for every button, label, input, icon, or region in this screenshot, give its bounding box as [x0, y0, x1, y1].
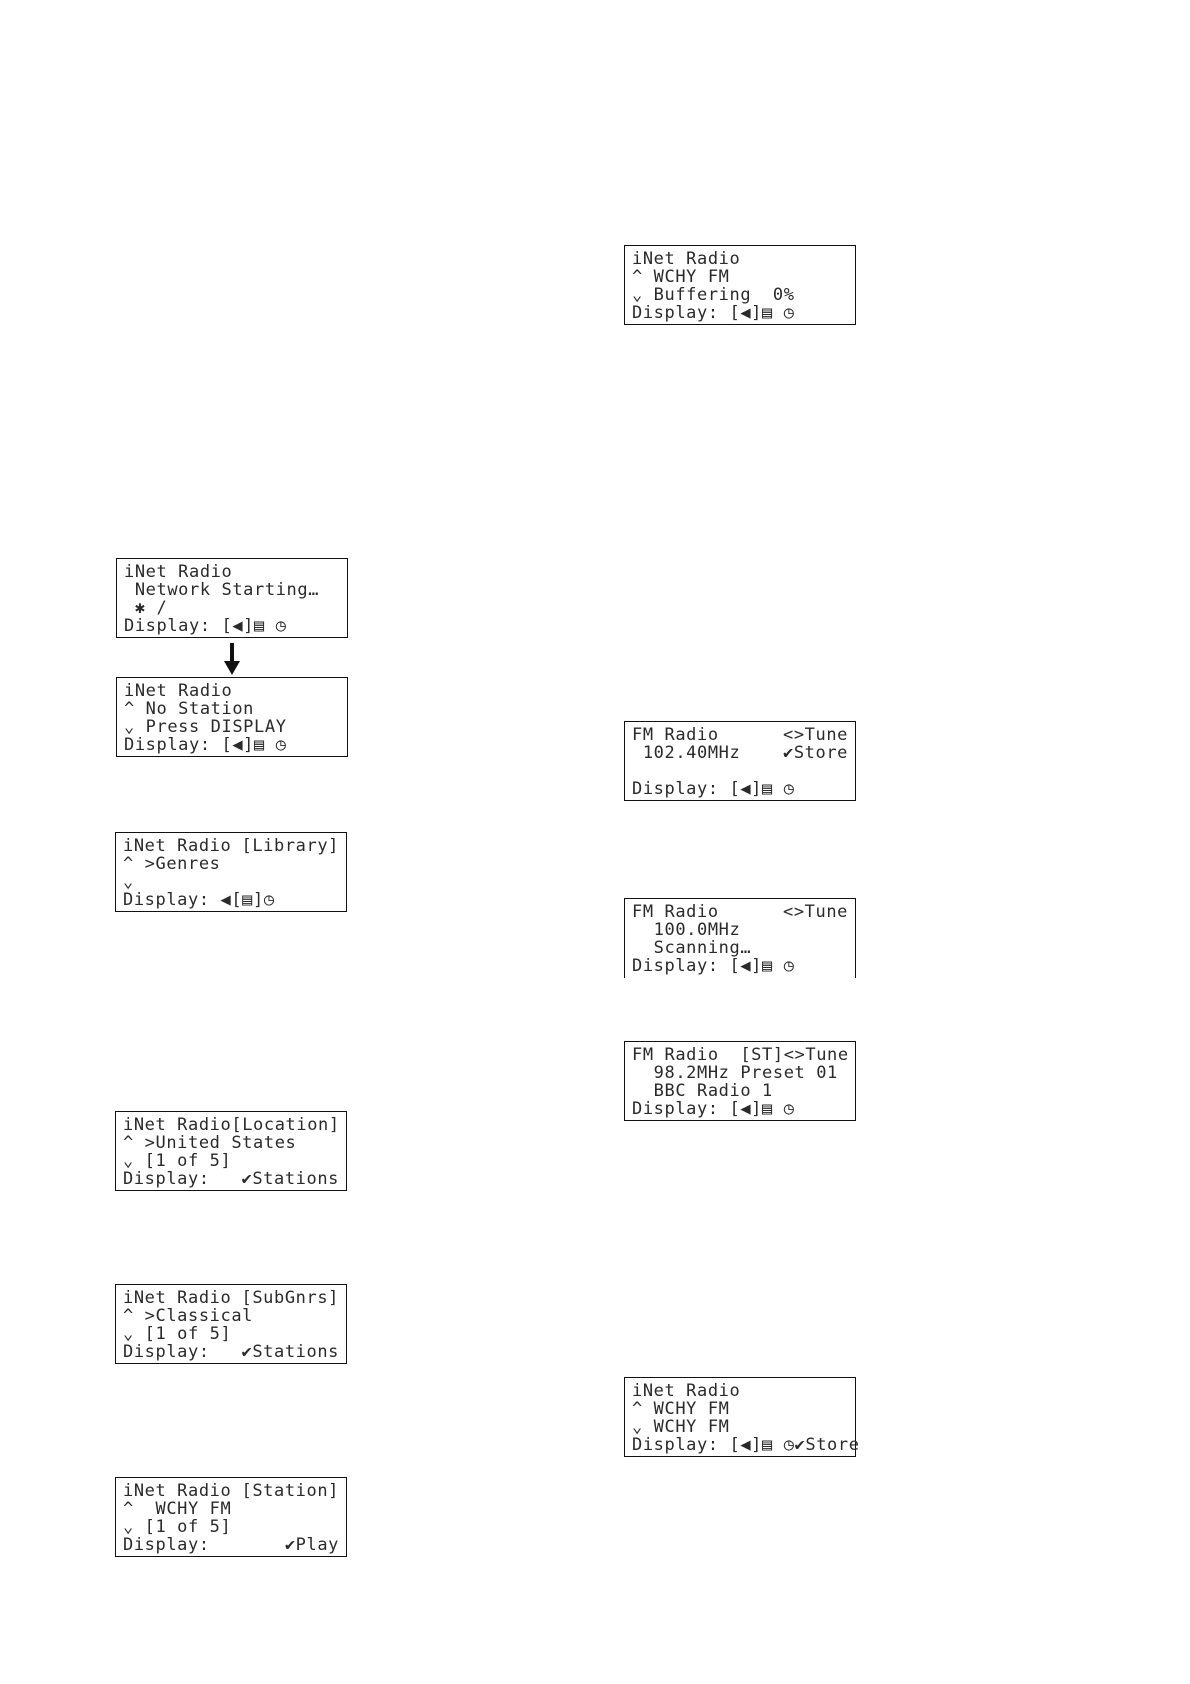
lcd-line-station: ^ No Station — [124, 699, 255, 719]
lcd-line-station: ^ WCHY FM — [632, 1399, 730, 1419]
lcd-subgenres — [115, 1284, 347, 1364]
lcd-footer-action: ✔Stations — [241, 1342, 339, 1362]
lcd-inet-store — [624, 1377, 860, 1457]
lcd-line-down: ⌄ — [123, 872, 134, 892]
lcd-footer-display: Display: [◀]▤ ◷ — [632, 303, 795, 323]
lcd-buffering — [624, 245, 856, 325]
lcd-footer-display: Display: ◀[▤]◷ — [123, 890, 275, 910]
lcd-title-row — [632, 903, 848, 921]
lcd-footer-display: Display: [◀]▤ ◷ — [124, 616, 287, 636]
lcd-menu-label: [Library] — [241, 836, 339, 856]
lcd-fm-store — [624, 721, 856, 801]
lcd-footer-display: Display: [◀]▤ ◷ — [632, 956, 795, 976]
lcd-menu-label: [SubGnrs] — [241, 1288, 339, 1308]
lcd-menu-label: [Location] — [231, 1115, 340, 1135]
lcd-tune-label: <>Tune — [782, 902, 848, 922]
lcd-fm-preset — [624, 1041, 856, 1121]
lcd-line-selection: ^ >Classical — [123, 1306, 254, 1326]
lcd-line-status: Network Starting… — [124, 580, 320, 600]
lcd-menu-label: [Station] — [241, 1481, 339, 1501]
lcd-title: iNet Radio — [123, 1115, 232, 1135]
lcd-line-position: ⌄ [1 of 5] — [123, 1517, 232, 1537]
lcd-title: FM Radio — [632, 725, 719, 745]
lcd-tune-label: <>Tune — [782, 725, 848, 745]
lcd-line-position: ⌄ [1 of 5] — [123, 1324, 232, 1344]
lcd-frequency-row — [632, 744, 848, 762]
lcd-title: FM Radio — [632, 902, 719, 922]
lcd-frequency: 102.40MHz — [632, 743, 741, 763]
lcd-store-label: ✔Store — [782, 743, 848, 763]
lcd-footer-action: ✔Play — [284, 1535, 339, 1555]
lcd-frequency-preset: 98.2MHz Preset 01 — [632, 1063, 838, 1083]
lcd-line-selection: ^ >United States — [123, 1133, 297, 1153]
lcd-line-position: ⌄ [1 of 5] — [123, 1151, 232, 1171]
lcd-footer-display: Display: — [123, 1169, 210, 1189]
lcd-location — [115, 1111, 347, 1191]
lcd-title-row — [123, 1116, 339, 1134]
lcd-line-selection: ^ >Genres — [123, 854, 221, 874]
lcd-footer-display: Display: [◀]▤ ◷ — [632, 779, 795, 799]
lcd-title: iNet Radio — [632, 249, 741, 269]
lcd-no-station — [116, 677, 348, 757]
lcd-title-row — [123, 837, 339, 855]
lcd-line-station: ^ WCHY FM — [632, 267, 730, 287]
lcd-footer-display: Display: — [123, 1342, 210, 1362]
lcd-footer-row — [123, 1343, 339, 1361]
lcd-footer-action: ✔Stations — [241, 1169, 339, 1189]
lcd-title-row — [632, 1046, 848, 1064]
lcd-line-scanning: Scanning… — [632, 938, 752, 958]
lcd-footer-display: Display: [◀]▤ ◷ — [124, 735, 287, 755]
lcd-title: iNet Radio — [632, 1381, 741, 1401]
lcd-line-selection: ^ WCHY FM — [123, 1499, 232, 1519]
lcd-title-row — [632, 726, 848, 744]
lcd-library — [115, 832, 347, 912]
lcd-line-empty — [632, 762, 848, 780]
lcd-title: iNet Radio — [123, 836, 232, 856]
lcd-network-starting — [116, 558, 348, 638]
lcd-title: iNet Radio — [123, 1288, 232, 1308]
lcd-title: FM Radio [ST] — [632, 1045, 784, 1065]
lcd-station-name: BBC Radio 1 — [632, 1081, 773, 1101]
lcd-line-spinner: ✱ / — [124, 598, 168, 618]
lcd-line-buffering: ⌄ Buffering 0% — [632, 285, 795, 305]
lcd-line-station-info: ⌄ WCHY FM — [632, 1417, 730, 1437]
lcd-tune-label: <>Tune — [783, 1045, 849, 1065]
lcd-frequency: 100.0MHz — [632, 920, 741, 940]
lcd-fm-scanning — [624, 898, 856, 978]
lcd-title: iNet Radio — [123, 1481, 232, 1501]
lcd-footer-display: Display: [◀]▤ ◷✔Store — [632, 1435, 860, 1455]
lcd-line-hint: ⌄ Press DISPLAY — [124, 717, 287, 737]
lcd-title-row — [123, 1482, 339, 1500]
lcd-footer-display: Display: [◀]▤ ◷ — [632, 1099, 795, 1119]
lcd-title: iNet Radio — [124, 562, 233, 582]
lcd-title-row — [123, 1289, 339, 1307]
lcd-footer-row — [123, 1170, 339, 1188]
lcd-station — [115, 1477, 347, 1557]
lcd-footer-display: Display: — [123, 1535, 210, 1555]
lcd-title: iNet Radio — [124, 681, 233, 701]
down-arrow-icon — [224, 643, 240, 675]
lcd-footer-row — [123, 1536, 339, 1554]
